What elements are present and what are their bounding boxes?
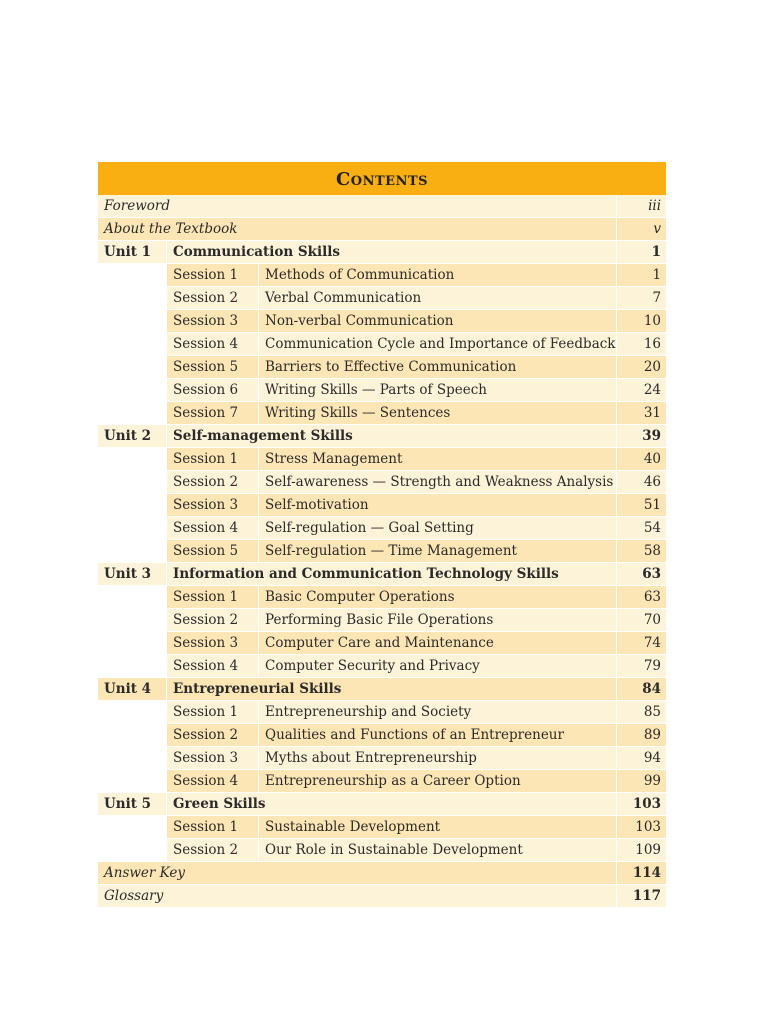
page-number: 63 <box>616 586 666 609</box>
toc-row <box>98 471 666 494</box>
page-number: 1 <box>616 241 666 264</box>
session-number: Session 3 <box>166 494 258 517</box>
page-number: 89 <box>616 724 666 747</box>
page-number: 74 <box>616 632 666 655</box>
session-title: Qualities and Functions of an Entrepreneur <box>258 724 616 747</box>
toc-row <box>98 586 666 609</box>
page-number: 114 <box>616 862 666 885</box>
toc-row <box>98 609 666 632</box>
page-number: 31 <box>616 402 666 425</box>
unit-title: Entrepreneurial Skills <box>166 678 616 701</box>
unit-number: Unit 5 <box>98 793 166 816</box>
indent-cell <box>98 724 166 747</box>
toc-row <box>98 287 666 310</box>
toc-row <box>98 816 666 839</box>
page-number: 54 <box>616 517 666 540</box>
session-number: Session 3 <box>166 747 258 770</box>
page-number: 84 <box>616 678 666 701</box>
session-title: Basic Computer Operations <box>258 586 616 609</box>
session-title: Barriers to Effective Communication <box>258 356 616 379</box>
session-title: Non-verbal Communication <box>258 310 616 333</box>
page-number: 1 <box>616 264 666 287</box>
page-number: 79 <box>616 655 666 678</box>
indent-cell <box>98 839 166 862</box>
session-title: Computer Security and Privacy <box>258 655 616 678</box>
contents-title: Contents <box>98 162 666 195</box>
indent-cell <box>98 310 166 333</box>
toc-row <box>98 563 666 586</box>
toc-row <box>98 356 666 379</box>
indent-cell <box>98 402 166 425</box>
page-number: 63 <box>616 563 666 586</box>
indent-cell <box>98 586 166 609</box>
toc-row <box>98 793 666 816</box>
indent-cell <box>98 701 166 724</box>
session-number: Session 2 <box>166 839 258 862</box>
session-title: Writing Skills — Sentences <box>258 402 616 425</box>
indent-cell <box>98 356 166 379</box>
session-number: Session 7 <box>166 402 258 425</box>
page-number: 39 <box>616 425 666 448</box>
toc-row <box>98 839 666 862</box>
session-title: Computer Care and Maintenance <box>258 632 616 655</box>
front-matter-label: Foreword <box>98 195 616 218</box>
unit-title: Communication Skills <box>166 241 616 264</box>
page-number: 99 <box>616 770 666 793</box>
page-number: 85 <box>616 701 666 724</box>
session-title: Entrepreneurship and Society <box>258 701 616 724</box>
indent-cell <box>98 816 166 839</box>
toc-row <box>98 310 666 333</box>
page-number: 117 <box>616 885 666 908</box>
unit-number: Unit 4 <box>98 678 166 701</box>
session-title: Myths about Entrepreneurship <box>258 747 616 770</box>
page-number: 58 <box>616 540 666 563</box>
page-number: 51 <box>616 494 666 517</box>
session-number: Session 1 <box>166 264 258 287</box>
toc-row <box>98 632 666 655</box>
unit-number: Unit 2 <box>98 425 166 448</box>
session-number: Session 5 <box>166 356 258 379</box>
indent-cell <box>98 379 166 402</box>
session-number: Session 4 <box>166 333 258 356</box>
unit-number: Unit 3 <box>98 563 166 586</box>
session-title: Verbal Communication <box>258 287 616 310</box>
toc-row <box>98 425 666 448</box>
page-number: 40 <box>616 448 666 471</box>
session-title: Writing Skills — Parts of Speech <box>258 379 616 402</box>
indent-cell <box>98 448 166 471</box>
toc-row <box>98 770 666 793</box>
toc-row <box>98 678 666 701</box>
session-number: Session 5 <box>166 540 258 563</box>
session-number: Session 2 <box>166 609 258 632</box>
toc-row <box>98 241 666 264</box>
session-title: Sustainable Development <box>258 816 616 839</box>
toc-row <box>98 885 666 908</box>
session-number: Session 3 <box>166 632 258 655</box>
session-title: Self-motivation <box>258 494 616 517</box>
session-number: Session 1 <box>166 816 258 839</box>
session-title: Self-regulation — Time Management <box>258 540 616 563</box>
page-number: 7 <box>616 287 666 310</box>
unit-title: Green Skills <box>166 793 616 816</box>
toc-row <box>98 540 666 563</box>
unit-title: Information and Communication Technology Skills <box>166 563 616 586</box>
session-title: Self-awareness — Strength and Weakness Analysis <box>258 471 616 494</box>
session-number: Session 1 <box>166 448 258 471</box>
toc-row <box>98 517 666 540</box>
back-matter-label: Answer Key <box>98 862 616 885</box>
session-number: Session 6 <box>166 379 258 402</box>
toc-row <box>98 264 666 287</box>
session-number: Session 2 <box>166 724 258 747</box>
session-title: Self-regulation — Goal Setting <box>258 517 616 540</box>
page-number: 10 <box>616 310 666 333</box>
session-title: Stress Management <box>258 448 616 471</box>
indent-cell <box>98 517 166 540</box>
page-number: 103 <box>616 793 666 816</box>
session-number: Session 3 <box>166 310 258 333</box>
session-number: Session 4 <box>166 655 258 678</box>
indent-cell <box>98 540 166 563</box>
indent-cell <box>98 747 166 770</box>
page-number: 16 <box>616 333 666 356</box>
front-matter-label: About the Textbook <box>98 218 616 241</box>
session-number: Session 1 <box>166 586 258 609</box>
session-number: Session 4 <box>166 517 258 540</box>
unit-title: Self-management Skills <box>166 425 616 448</box>
page-number: 103 <box>616 816 666 839</box>
toc-row <box>98 747 666 770</box>
session-title: Our Role in Sustainable Development <box>258 839 616 862</box>
indent-cell <box>98 287 166 310</box>
indent-cell <box>98 609 166 632</box>
indent-cell <box>98 770 166 793</box>
session-title: Entrepreneurship as a Career Option <box>258 770 616 793</box>
toc-row <box>98 448 666 471</box>
page-number: 20 <box>616 356 666 379</box>
contents-table <box>98 162 666 908</box>
page-number: v <box>616 218 666 241</box>
session-title: Methods of Communication <box>258 264 616 287</box>
back-matter-label: Glossary <box>98 885 616 908</box>
page-number: 70 <box>616 609 666 632</box>
indent-cell <box>98 655 166 678</box>
unit-number: Unit 1 <box>98 241 166 264</box>
toc-row <box>98 494 666 517</box>
indent-cell <box>98 471 166 494</box>
indent-cell <box>98 494 166 517</box>
page-number: 24 <box>616 379 666 402</box>
page-number: iii <box>616 195 666 218</box>
page-number: 109 <box>616 839 666 862</box>
page-number: 94 <box>616 747 666 770</box>
toc-row <box>98 724 666 747</box>
session-title: Performing Basic File Operations <box>258 609 616 632</box>
toc-row <box>98 379 666 402</box>
toc-row <box>98 862 666 885</box>
toc-row <box>98 333 666 356</box>
toc-row <box>98 701 666 724</box>
toc-row <box>98 218 666 241</box>
session-title: Communication Cycle and Importance of Feedback <box>258 333 616 356</box>
page-number: 46 <box>616 471 666 494</box>
session-number: Session 2 <box>166 471 258 494</box>
session-number: Session 1 <box>166 701 258 724</box>
toc-row <box>98 195 666 218</box>
toc-row <box>98 402 666 425</box>
indent-cell <box>98 632 166 655</box>
session-number: Session 4 <box>166 770 258 793</box>
toc-table <box>98 195 666 908</box>
indent-cell <box>98 333 166 356</box>
toc-row <box>98 655 666 678</box>
indent-cell <box>98 264 166 287</box>
session-number: Session 2 <box>166 287 258 310</box>
